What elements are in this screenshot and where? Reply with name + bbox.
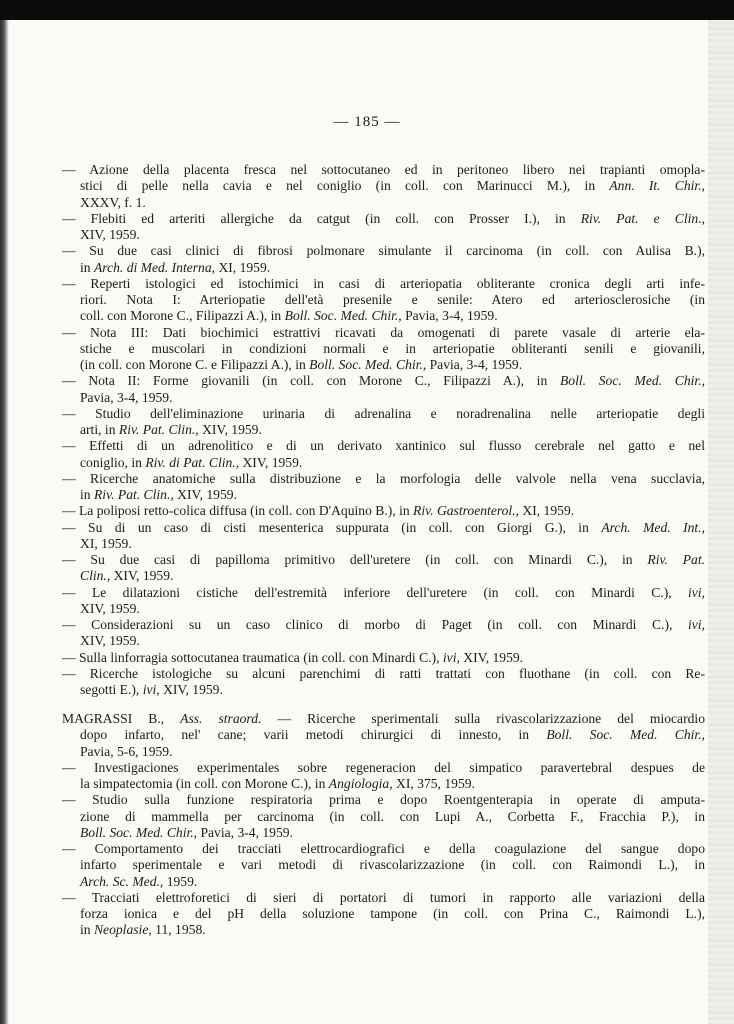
journal-citation: Ass. straord. <box>180 711 262 726</box>
bibliography-entry <box>62 162 705 211</box>
bibliography-entry <box>62 760 705 793</box>
entry-text: — Flebiti ed arteriti allergiche da catgut (in coll. con Prosser I.), in <box>62 210 581 226</box>
bibliography-entry <box>62 325 705 374</box>
entry-line <box>62 520 705 536</box>
journal-citation: Angiologia, <box>328 776 393 791</box>
entry-text: in <box>80 487 94 502</box>
journal-citation: ivi, <box>688 617 705 632</box>
entry-text: — Su due casi di papilloma primitivo dell'uretere (in coll. con Minardi C.), in <box>62 552 648 567</box>
entry-text: XIV, 1959. <box>239 454 303 470</box>
bibliography-entry <box>62 711 705 760</box>
entry-text: in <box>80 259 94 275</box>
journal-citation: Boll. Soc. Med. Chir., <box>559 373 705 389</box>
entry-line <box>62 711 705 727</box>
entry-text: — Ricerche sperimentali sulla rivascolarizzazione del miocardio <box>261 711 705 726</box>
entry-text: (in coll. con Morone C. e Filipazzi A.), in <box>80 357 310 372</box>
bibliography-entry <box>62 438 705 471</box>
entry-text: — Comportamento dei tracciati elettrocardiografici e della coagulazione del sangue dopo <box>62 841 705 856</box>
journal-citation: Neoplasie, <box>93 922 152 938</box>
entry-line <box>62 308 705 324</box>
entry-text: — La poliposi retto-colica diffusa (in coll. con D'Aquino B.), in <box>62 503 414 519</box>
entry-text: 1959. <box>163 873 198 889</box>
entry-text: segotti E.), <box>80 682 143 697</box>
entry-text: — Su due casi clinici di fibrosi polmonare simulante il carcinoma (in coll. con Aulisa B.), <box>62 243 705 259</box>
entry-line <box>62 601 705 617</box>
entry-line <box>62 841 705 857</box>
scan-right-edge <box>708 20 734 1024</box>
entry-line <box>62 825 705 841</box>
entry-text: coll. con Morone C., Filipazzi A.), in <box>80 308 285 324</box>
bibliography-entry <box>62 666 705 699</box>
bibliography-entry <box>62 243 705 276</box>
bibliography-entry <box>62 520 705 553</box>
entry-line <box>62 666 705 682</box>
entry-text: — Studio dell'eliminazione urinaria di adrenalina e noradrenalina nelle arteriopatie degli <box>62 405 705 421</box>
entry-text: arti, in <box>80 422 119 437</box>
journal-citation: Boll. Soc. Med. Chir., <box>284 308 402 324</box>
entry-line <box>62 357 705 373</box>
bibliography-entry <box>62 503 705 519</box>
entry-line <box>62 744 705 760</box>
entry-text: — Ricerche anatomiche sulla distribuzione e la morfologia delle valvole nella vena succlavia, <box>62 470 705 486</box>
entry-text: MAGRASSI B., <box>62 711 181 726</box>
entry-line <box>62 727 705 743</box>
bibliography-entry <box>62 841 705 890</box>
entry-text: Pavia, 3-4, 1959. <box>80 389 173 405</box>
journal-citation: Riv. Pat. <box>647 552 705 567</box>
entry-line <box>62 325 705 341</box>
entry-text: XIV, 1959. <box>110 568 174 584</box>
entry-line <box>62 585 705 601</box>
entry-line <box>62 809 705 825</box>
journal-citation: ivi, <box>142 682 160 697</box>
entry-text: — Sulla linforragia sottocutanea traumatica (in coll. con Minardi C.), <box>62 649 443 665</box>
entry-line <box>62 487 705 503</box>
bibliography-entry <box>62 650 705 666</box>
bibliography-entry <box>62 211 705 244</box>
entry-text: stici di pelle nella cavia e nel coniglio (in coll. con Marinucci M.), in <box>80 178 610 194</box>
bibliography-entry <box>62 890 705 939</box>
journal-citation: Riv. di Pat. Clin., <box>145 454 240 470</box>
entry-text: Pavia, 3-4, 1959. <box>426 357 523 372</box>
entry-line <box>62 633 705 649</box>
entry-text: — Considerazioni su un caso clinico di morbo di Paget (in coll. con Minardi C.), <box>62 617 688 632</box>
entry-line <box>62 857 705 873</box>
entry-text: XI, 375, 1959. <box>392 776 475 791</box>
bibliography-entry <box>62 276 705 325</box>
journal-citation: Riv. Pat. Clin., <box>93 487 174 502</box>
bibliography-entry <box>62 792 705 841</box>
journal-citation: Riv. Gastroenterol., <box>413 503 520 519</box>
entry-line <box>62 455 705 471</box>
entry-line <box>62 227 705 243</box>
entry-line <box>62 922 705 938</box>
entry-line <box>62 503 705 519</box>
entry-text: — Su di un caso di cisti mesenterica suppurata (in coll. con Giorgi G.), in <box>62 519 602 535</box>
entry-line <box>62 406 705 422</box>
entry-text: stiche e muscolari in condizioni normali e in arteriopatie obliteranti senili e giovanili, <box>80 340 705 356</box>
entry-text: XIV, 1959. <box>198 422 262 437</box>
bibliography-entry <box>62 585 705 618</box>
entry-text: XIV, 1959. <box>80 600 140 616</box>
entry-text: Pavia, 3-4, 1959. <box>401 308 498 324</box>
entry-text: zione di mammella per carcinoma (in coll. con Lupi A., Corbetta F., Fracchia P.), in <box>80 808 705 824</box>
scan-left-edge <box>0 20 9 1024</box>
entry-line <box>62 874 705 890</box>
bibliography-entry <box>62 552 705 585</box>
entry-text: dopo infarto, nel' cane; varii metodi chirurgici di innesto, in <box>80 727 547 743</box>
page-number: — 185 — <box>333 114 401 130</box>
entry-line <box>62 162 705 178</box>
journal-citation: Arch. Med. Int., <box>601 519 705 535</box>
entry-text: la simpatectomia (in coll. con Morone C.), in <box>80 776 329 791</box>
entry-text: — Ricerche istologiche su alcuni parenchimi di ratti trattati con fluothane (in coll. con Re- <box>62 665 705 681</box>
entry-text: XIV, 1959. <box>80 227 140 242</box>
entry-line <box>62 341 705 357</box>
bibliography-entry <box>62 373 705 406</box>
journal-citation: Boll. Soc. Med. Chir., <box>80 824 198 840</box>
entry-line <box>62 792 705 808</box>
bibliography-list-magrassi <box>62 711 705 939</box>
entry-text: — Azione della placenta fresca nel sottocutaneo ed in peritoneo libero nei trapianti omopla- <box>62 162 705 177</box>
entry-text: — Nota II: Forme giovanili (in coll. con Morone C., Filipazzi A.), in <box>62 373 560 389</box>
scan-top-border <box>0 0 734 20</box>
entry-text: — Tracciati elettroforetici di sieri di portatori di tumori in rapporto alle variazioni della <box>62 889 705 905</box>
entry-line <box>62 292 705 308</box>
journal-citation: Boll. Soc. Med. Chir., <box>309 357 427 372</box>
entry-line <box>62 650 705 666</box>
bibliography-entry <box>62 471 705 504</box>
entry-line <box>62 243 705 259</box>
journal-citation: Riv. Pat. Clin., <box>118 422 199 437</box>
entry-text: riori. Nota I: Arteriopatie dell'età presenile e senile: Atero ed arteriosclerosiche (in <box>80 292 705 307</box>
journal-citation: Clin., <box>80 568 111 584</box>
entry-line <box>62 890 705 906</box>
entry-text: in <box>80 922 94 938</box>
entry-text: infarto sperimentale e vari metodi di rivascolarizzazione (in coll. con Raimondi L.), in <box>80 857 705 873</box>
entry-text: — Le dilatazioni cistiche dell'estremità inferiore dell'uretere (in coll. con Minardi C.), <box>62 584 688 600</box>
entry-text: XIV, 1959. <box>173 487 237 502</box>
entry-text: — Reperti istologici ed istochimici in casi di arteriopatia obliterante cronica degli arti infe- <box>62 275 705 291</box>
entry-line <box>62 390 705 406</box>
entry-line <box>62 471 705 487</box>
entry-line <box>62 536 705 552</box>
entry-line <box>62 276 705 292</box>
entry-text: XI, 1959. <box>80 535 132 551</box>
bibliography-list-1 <box>62 162 705 698</box>
entry-line <box>62 776 705 792</box>
journal-citation: ivi, <box>442 649 460 665</box>
entry-text: XI, 1959. <box>215 259 271 275</box>
entry-line <box>62 195 705 211</box>
entry-text: coniglio, in <box>80 454 146 470</box>
entry-line <box>62 422 705 438</box>
entry-line <box>62 568 705 584</box>
entry-line <box>62 617 705 633</box>
entry-text: — Studio sulla funzione respiratoria prima e dopo Roentgenterapia in operate di amputa- <box>62 792 705 808</box>
journal-citation: Arch. di Med. Interna, <box>93 259 216 275</box>
entry-line <box>62 438 705 454</box>
entry-text: 11, 1958. <box>151 922 206 938</box>
entry-text: XIV, 1959. <box>459 649 524 665</box>
entry-text: XXXV, f. 1. <box>80 194 146 210</box>
bibliography-entry <box>62 406 705 439</box>
entry-text: — Effetti di un adrenolitico e di un derivato xantinico sul flusso cerebrale nel gatto e nel <box>62 438 705 454</box>
entry-line <box>62 260 705 276</box>
entry-text: XI, 1959. <box>519 503 575 519</box>
entry-line <box>62 211 705 227</box>
entry-text: — Nota III: Dati biochimici estrattivi ricavati da omogenati di parete vasale di arterie ela- <box>62 324 705 340</box>
entry-text: XIV, 1959. <box>80 633 140 649</box>
entry-line <box>62 682 705 698</box>
entry-text: Pavia, 3-4, 1959. <box>197 824 293 840</box>
journal-citation: ivi, <box>688 584 705 600</box>
bibliography-entry <box>62 617 705 650</box>
entry-text: XIV, 1959. <box>159 682 223 697</box>
entry-line <box>62 178 705 194</box>
journal-citation: Ann. It. Chir., <box>609 178 705 194</box>
entry-line <box>62 760 705 776</box>
journal-citation: Boll. Soc. Med. Chir., <box>546 727 705 743</box>
entry-line <box>62 373 705 389</box>
entry-text: forza ionica e del pH della soluzione tampone (in coll. con Prina C., Raimondi L.), <box>80 906 705 921</box>
journal-citation: Riv. Pat. e Clin., <box>580 210 705 226</box>
journal-citation: Arch. Sc. Med., <box>80 873 164 889</box>
entry-text: Pavia, 5-6, 1959. <box>80 743 173 759</box>
entry-line <box>62 552 705 568</box>
entry-text: — Investigaciones experimentales sobre regeneracion del simpatico paravertebral despues de <box>62 759 705 775</box>
entry-line <box>62 906 705 922</box>
